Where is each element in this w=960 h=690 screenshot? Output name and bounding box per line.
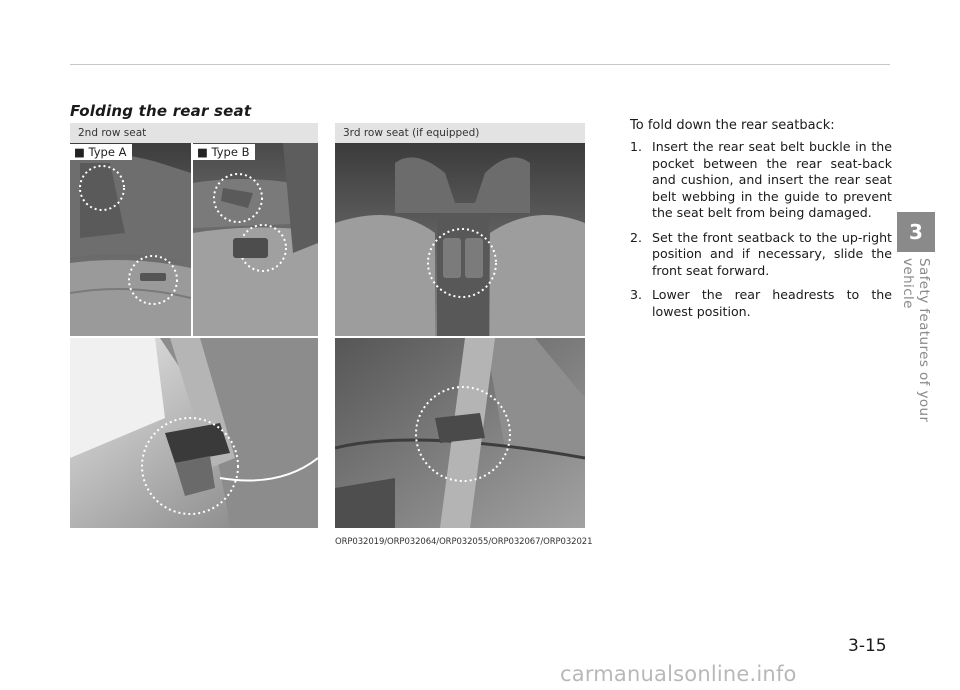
illustration-type-a (70, 143, 191, 336)
step-number: 2. (630, 229, 643, 245)
type-a-label: ■ Type A (70, 144, 132, 160)
section-title: Folding the rear seat (70, 102, 252, 120)
step-item (630, 230, 892, 280)
chapter-name: Safety features of your vehicle (900, 258, 932, 423)
step-text: Lower the rear headrests to the lowest position. (652, 287, 892, 319)
illustration-seatbelt-guide-3rd-row (335, 338, 585, 528)
instructions (630, 118, 892, 328)
illustration-type-b (193, 143, 318, 336)
step-text: Insert the rear seat belt buckle in the pocket between the rear seat-back and cushion, and insert the rear seat belt webbing in the guide to prevent the seat belt from being damaged. (652, 139, 892, 220)
illustration-3rd-row-seat (335, 143, 585, 336)
step-item (630, 287, 892, 320)
step-item (630, 139, 892, 222)
illustration-seatbelt-buckle-2nd-row (70, 338, 318, 528)
page-number: 3-15 (848, 636, 887, 656)
chapter-tab: 3 (897, 212, 935, 252)
header-rule (70, 64, 890, 65)
instructions-steps (630, 139, 892, 320)
step-number: 3. (630, 287, 643, 302)
step-text: Set the front seatback to the up-right position and if necessary, slide the front seat forward. (652, 229, 892, 278)
step-number: 1. (630, 139, 643, 154)
figure-header-3rd-row: 3rd row seat (if equipped) (335, 123, 585, 143)
type-b-label: ■ Type B (193, 144, 255, 160)
instructions-lead: To fold down the rear seatback: (630, 118, 835, 133)
figure-header-2nd-row: 2nd row seat (70, 123, 318, 143)
watermark: carmanualsonline.info (560, 662, 797, 686)
figure-caption: ORP032019/ORP032064/ORP032055/ORP032067/ORP032021 (335, 537, 593, 547)
